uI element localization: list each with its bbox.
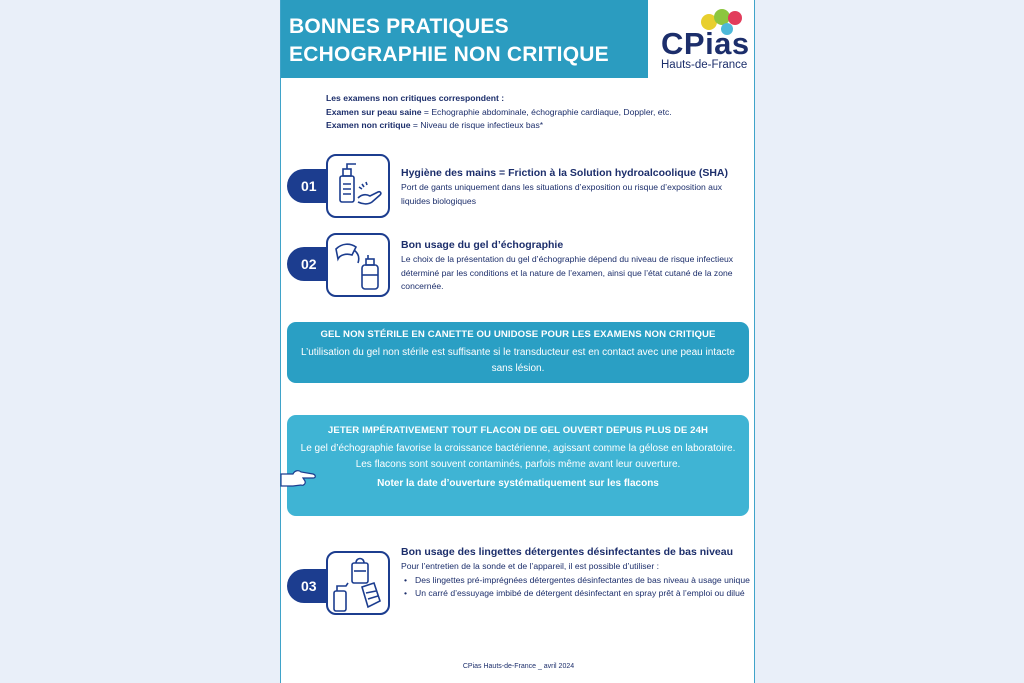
logo-subtitle: Hauts-de-France: [661, 59, 748, 71]
intro-heading: Les examens non critiques correspondent :: [326, 93, 505, 103]
intro-def-2: = Niveau de risque infectieux bas*: [410, 120, 544, 130]
step-2-badge: 02: [287, 247, 347, 281]
warning-panel-discard-gel: [287, 415, 749, 516]
list-item: • Des lingettes pré-imprégnées détergentes désinfectantes de bas niveau à usage unique: [401, 574, 751, 588]
cpias-logo: [659, 8, 751, 74]
logo-wordmark: CPias: [661, 26, 750, 61]
footer-credit: CPias Hauts-de-France _ avril 2024: [462, 663, 575, 670]
step-2-title: Bon usage du gel d’échographie: [401, 239, 564, 251]
pointing-hand-icon: [279, 466, 317, 492]
list-item: • Un carré d’essuyage imbibé de détergent désinfectant en spray prêt à l’emploi ou dilué: [401, 587, 751, 601]
logo-dot-red: [728, 11, 742, 25]
step-3-text: [401, 560, 751, 601]
intro-block: [326, 92, 746, 133]
info-panel-non-sterile-gel: [287, 322, 749, 383]
panel-2-title: JETER IMPÉRATIVEMENT TOUT FLACON DE GEL OUVERT DEPUIS PLUS DE 24H: [327, 425, 709, 436]
panel-1-title: GEL NON STÉRILE EN CANETTE OU UNIDOSE POUR LES EXAMENS NON CRITIQUE: [320, 329, 716, 340]
ultrasound-probe-gel-icon: [326, 233, 390, 297]
panel-2-body-1: Le gel d’échographie favorise la croissance bactérienne, agissant comme la gélose en laboratoire.: [300, 443, 736, 454]
step-3-intro: Pour l’entretien de la sonde et de l’appareil, il est possible d’utiliser :: [401, 561, 659, 571]
page-title: BONNES PRATIQUES ECHOGRAPHIE NON CRITIQUE: [289, 15, 609, 66]
panel-1-body: L’utilisation du gel non stérile est suffisante si le transducteur est en contact avec une peau intacte sans lésion.: [301, 347, 735, 374]
document-page: [280, 0, 755, 683]
panel-2-note: Noter la date d’ouverture systématiquement sur les flacons: [377, 478, 659, 489]
logo-dot-green: [714, 9, 730, 25]
step-3-bullets: [401, 574, 751, 601]
step-1-text: Port de gants uniquement dans les situations d’exposition ou risque d’exposition aux liquides biologiques: [401, 182, 723, 206]
intro-term-2: Examen non critique: [326, 120, 411, 130]
step-2-text: Le choix de la présentation du gel d’échographie dépend du niveau de risque infectieux déterminé par les conditions et la nature de l’examen, ainsi que l’état cutané de la zone concernée.: [401, 254, 734, 291]
step-3-title: Bon usage des lingettes détergentes désinfectantes de bas niveau: [401, 546, 734, 558]
wipes-spray-icon: [326, 551, 390, 615]
step-1-badge: 01: [287, 169, 347, 203]
step-3-badge: 03: [287, 569, 347, 603]
hand-sanitizer-icon: [326, 154, 390, 218]
intro-def-1: = Echographie abdominale, échographie cardiaque, Doppler, etc.: [421, 106, 672, 117]
header-banner: [281, 0, 648, 78]
intro-term-1: Examen sur peau saine: [326, 106, 422, 117]
panel-2-body-2: Les flacons sont souvent contaminés, parfois même avant leur ouverture.: [355, 459, 681, 470]
step-1-title: Hygiène des mains = Friction à la Solution hydroalcoolique (SHA): [401, 167, 729, 179]
